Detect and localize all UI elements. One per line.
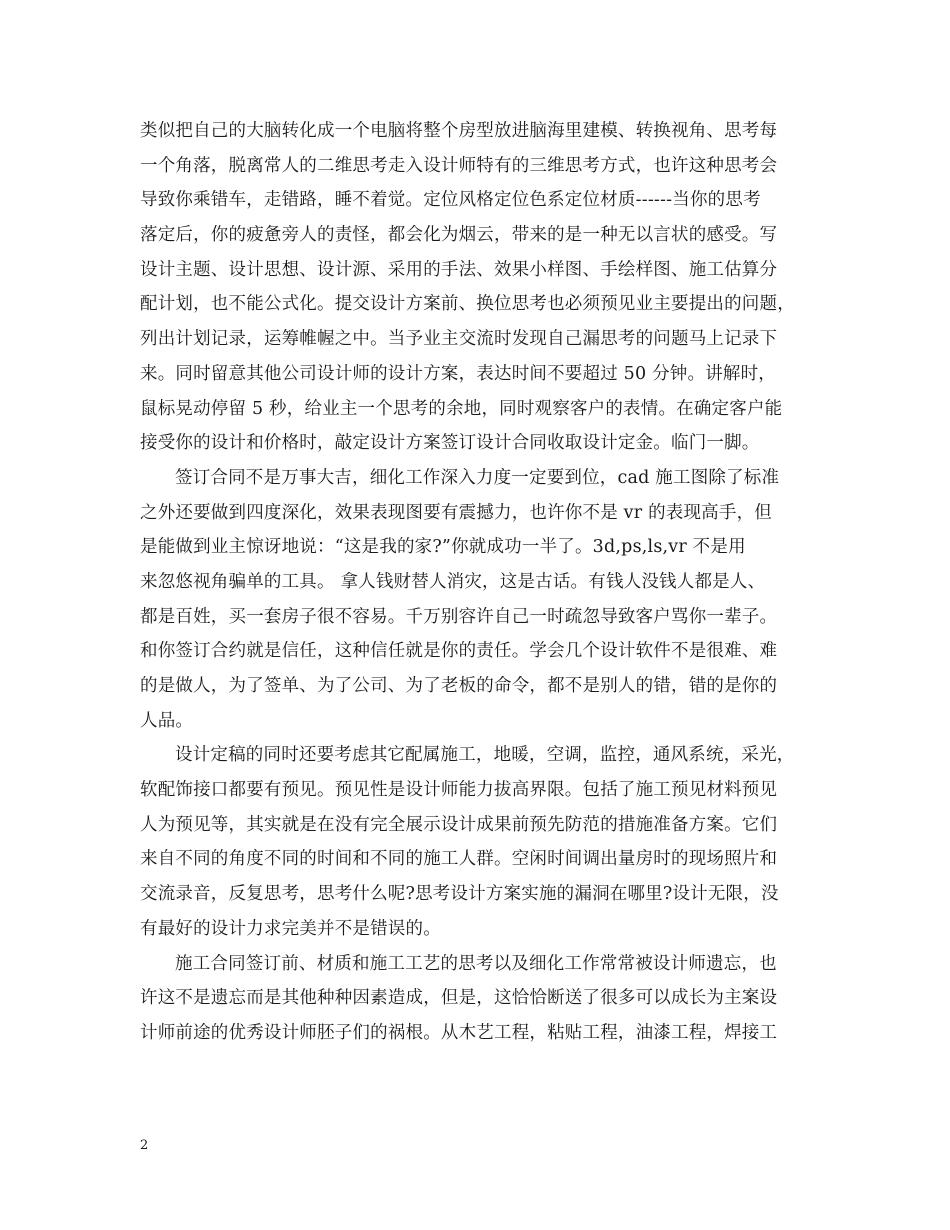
text-line: 施工合同签订前、材质和施工工艺的思考以及细化工作常常被设计师遗忘，也 xyxy=(175,953,777,974)
text-line: 都是百姓，买一套房子很不容易。千万别容许自己一时疏忽导致客户骂你一辈子。 xyxy=(140,606,778,627)
text-line: 配计划，也不能公式化。提交设计方案前、换位思考也必须预见业主要提出的问题， xyxy=(140,294,795,315)
text-line: 是能做到业主惊讶地说：“这是我的家?”你就成功一半了。3d,ps,ls,vr 不是用 xyxy=(140,537,746,558)
text-line: 列出计划记录，运筹帷幄之中。当予业主交流时发现自己漏思考的问题马上记录下 xyxy=(140,329,778,350)
text-line: 一个角落，脱离常人的二维思考走入设计师特有的三维思考方式，也许这种思考会 xyxy=(140,155,778,176)
text-line: 人为预见等，其实就是在没有完全展示设计成果前预先防范的措施准备方案。它们 xyxy=(140,814,778,835)
text-line: 的是做人，为了签单、为了公司、为了老板的命令，都不是别人的错，错的是你的 xyxy=(140,676,778,696)
text-line: 许这不是遗忘而是其他种种因素造成，但是，这恰恰断送了很多可以成长为主案设 xyxy=(140,988,778,1009)
text-line: 签订合同不是万事大吉，细化工作深入力度一定要到位，cad 施工图除了标准 xyxy=(175,467,780,488)
text-line: 类似把自己的大脑转化成一个电脑将整个房型放进脑海里建模、转换视角、思考每 xyxy=(140,121,778,141)
text-line: 来自不同的角度不同的时间和不同的施工人群。空闲时间调出量房时的现场照片和 xyxy=(140,849,778,870)
text-line: 有最好的设计力求完美并不是错误的。 xyxy=(140,918,441,939)
page-number: 2 xyxy=(140,1138,149,1153)
text-line: 落定后，你的疲惫旁人的责怪，都会化为烟云，带来的是一种无以言状的感受。写 xyxy=(140,225,778,246)
text-line: 人品。 xyxy=(140,710,194,731)
text-line: 计师前途的优秀设计师胚子们的祸根。从木艺工程，粘贴工程，油漆工程，焊接工 xyxy=(140,1022,778,1043)
text-line: 之外还要做到四度深化，效果表现图要有震撼力，也许你不是 vr 的表现高手，但 xyxy=(140,502,772,523)
text-line: 交流录音，反复思考，思考什么呢?思考设计方案实施的漏洞在哪里?设计无限，没 xyxy=(140,884,779,905)
text-line: 和你签订合约就是信任，这种信任就是你的责任。学会几个设计软件不是很难、难 xyxy=(140,641,778,662)
text-line: 鼠标晃动停留 5 秒，给业主一个思考的余地，同时观察客户的表情。在确定客户能 xyxy=(140,398,783,419)
body-text xyxy=(140,114,820,1051)
text-line: 接受你的设计和价格时，敲定设计方案签订设计合同收取设计定金。临门一脚。 xyxy=(140,433,760,454)
text-line: 设计主题、设计思想、设计源、采用的手法、效果小样图、手绘样图、施工估算分 xyxy=(140,259,778,280)
text-line: 来。同时留意其他公司设计师的设计方案，表达时间不要超过 50 分钟。讲解时， xyxy=(140,363,776,384)
text-line: 来忽悠视角骗单的工具。 拿人钱财替人消灾，这是古话。有钱人没钱人都是人、 xyxy=(140,571,766,592)
text-line: 导致你乘错车，走错路，睡不着觉。定位风格定位色系定位材质------当你的思考 xyxy=(140,190,761,211)
text-line: 软配饰接口都要有预见。预见性是设计师能力拔高界限。包括了施工预见材料预见 xyxy=(140,780,778,801)
text-line: 设计定稿的同时还要考虑其它配属施工，地暖，空调，监控，通风系统，采光， xyxy=(175,745,795,766)
